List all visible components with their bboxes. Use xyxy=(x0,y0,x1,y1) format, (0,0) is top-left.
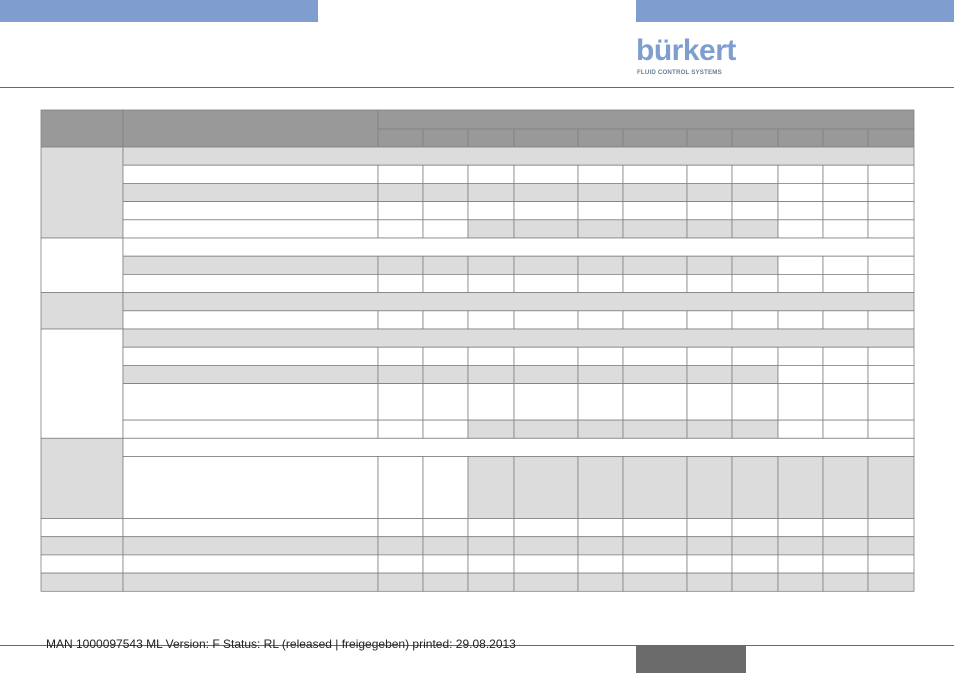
row-label-cell xyxy=(123,365,378,383)
table-cell xyxy=(732,519,778,537)
table-cell xyxy=(378,202,423,220)
table-cell xyxy=(514,555,578,573)
table-cell xyxy=(823,256,868,274)
table-cell xyxy=(732,573,778,591)
header-subcell xyxy=(468,129,514,147)
group-label-cell xyxy=(41,293,123,329)
row-label-cell xyxy=(123,220,378,238)
section-row xyxy=(123,438,914,456)
table-cell xyxy=(623,220,687,238)
table-cell xyxy=(687,555,732,573)
table-cell xyxy=(623,457,687,519)
table-cell xyxy=(687,165,732,183)
table-cell xyxy=(623,519,687,537)
table-cell xyxy=(623,274,687,292)
table-cell xyxy=(514,537,578,555)
table-cell xyxy=(823,347,868,365)
group-label-cell xyxy=(41,329,123,438)
table-cell xyxy=(687,274,732,292)
table-cell xyxy=(423,311,468,329)
table-cell xyxy=(868,183,914,201)
table-cell xyxy=(578,256,623,274)
table-cell xyxy=(378,311,423,329)
table-cell xyxy=(623,183,687,201)
table-cell xyxy=(378,519,423,537)
table-cell xyxy=(687,420,732,438)
table-cell xyxy=(423,183,468,201)
table-cell xyxy=(778,311,823,329)
table-cell xyxy=(868,311,914,329)
header-subcell xyxy=(823,129,868,147)
table-cell xyxy=(468,555,514,573)
table-cell xyxy=(868,256,914,274)
table-cell xyxy=(578,555,623,573)
table-cell xyxy=(468,573,514,591)
table-cell xyxy=(623,573,687,591)
header-subcell xyxy=(778,129,823,147)
table-cell xyxy=(823,420,868,438)
table-cell xyxy=(823,555,868,573)
table-cell xyxy=(578,384,623,421)
table-cell xyxy=(514,519,578,537)
table-cell xyxy=(468,311,514,329)
row-label-cell xyxy=(123,573,378,591)
logo-tagline: FLUID CONTROL SYSTEMS xyxy=(637,69,722,76)
table-cell xyxy=(868,573,914,591)
row-label-cell xyxy=(123,256,378,274)
table-cell xyxy=(378,274,423,292)
logo-wordmark: bürkert xyxy=(636,34,736,67)
row-label-cell xyxy=(123,384,378,421)
table-cell xyxy=(468,519,514,537)
table-cell xyxy=(423,537,468,555)
table-cell xyxy=(468,420,514,438)
group-label-cell xyxy=(41,147,123,238)
table-cell xyxy=(623,420,687,438)
table-cell xyxy=(378,165,423,183)
table-cell xyxy=(868,274,914,292)
header-cell-group xyxy=(41,110,123,147)
table-cell xyxy=(468,256,514,274)
table-cell xyxy=(468,384,514,421)
table-cell xyxy=(514,274,578,292)
table-cell xyxy=(778,573,823,591)
page-number-tab xyxy=(636,646,746,673)
table-cell xyxy=(468,202,514,220)
table-cell xyxy=(423,519,468,537)
table-cell xyxy=(868,519,914,537)
table-cell xyxy=(378,220,423,238)
table-cell xyxy=(868,365,914,383)
table-cell xyxy=(514,365,578,383)
table-cell xyxy=(578,202,623,220)
table-cell xyxy=(778,274,823,292)
table-cell xyxy=(778,519,823,537)
group-label-cell xyxy=(41,555,123,573)
table-cell xyxy=(468,537,514,555)
header-subcell xyxy=(514,129,578,147)
row-label-cell xyxy=(123,165,378,183)
table-cell xyxy=(687,573,732,591)
table-cell xyxy=(423,347,468,365)
table-cell xyxy=(623,256,687,274)
table-cell xyxy=(423,365,468,383)
table-cell xyxy=(778,202,823,220)
header-subcell xyxy=(623,129,687,147)
table-cell xyxy=(468,220,514,238)
table-cell xyxy=(378,384,423,421)
table-cell xyxy=(778,347,823,365)
table-cell xyxy=(514,420,578,438)
table-cell xyxy=(823,457,868,519)
table-cell xyxy=(778,555,823,573)
table-cell xyxy=(423,420,468,438)
table-cell xyxy=(732,274,778,292)
table-cell xyxy=(868,555,914,573)
table-cell xyxy=(468,457,514,519)
section-row xyxy=(123,147,914,165)
header-subcell xyxy=(687,129,732,147)
header-cell-span xyxy=(378,110,914,129)
table-cell xyxy=(687,519,732,537)
table-cell xyxy=(687,311,732,329)
group-label-cell xyxy=(41,519,123,537)
table-cell xyxy=(423,573,468,591)
table-cell xyxy=(514,220,578,238)
section-row xyxy=(123,329,914,347)
row-label-cell xyxy=(123,311,378,329)
table-cell xyxy=(514,457,578,519)
row-label-cell xyxy=(123,274,378,292)
table-cell xyxy=(578,220,623,238)
table-cell xyxy=(732,347,778,365)
table-cell xyxy=(823,365,868,383)
section-row xyxy=(123,293,914,311)
table-cell xyxy=(732,165,778,183)
table-cell xyxy=(778,420,823,438)
table-cell xyxy=(868,420,914,438)
table-cell xyxy=(423,457,468,519)
table-cell xyxy=(623,202,687,220)
table-cell xyxy=(578,274,623,292)
table-cell xyxy=(468,165,514,183)
table-cell xyxy=(823,165,868,183)
table-cell xyxy=(687,183,732,201)
table-cell xyxy=(514,202,578,220)
table-cell xyxy=(823,537,868,555)
table-cell xyxy=(423,202,468,220)
table-cell xyxy=(687,347,732,365)
table-cell xyxy=(378,573,423,591)
table-cell xyxy=(423,384,468,421)
table-cell xyxy=(778,457,823,519)
table-cell xyxy=(778,537,823,555)
row-label-cell xyxy=(123,420,378,438)
table-cell xyxy=(687,256,732,274)
table-cell xyxy=(732,420,778,438)
group-label-cell xyxy=(41,573,123,591)
table-cell xyxy=(623,555,687,573)
table-cell xyxy=(578,519,623,537)
table-cell xyxy=(868,202,914,220)
table-cell xyxy=(623,347,687,365)
row-label-cell xyxy=(123,347,378,365)
header-subcell xyxy=(578,129,623,147)
header-subcell xyxy=(732,129,778,147)
row-label-cell xyxy=(123,202,378,220)
table-cell xyxy=(823,573,868,591)
table-cell xyxy=(423,220,468,238)
header-subcell xyxy=(423,129,468,147)
table-cell xyxy=(423,274,468,292)
table-cell xyxy=(868,220,914,238)
table-cell xyxy=(468,365,514,383)
table-cell xyxy=(578,537,623,555)
table-cell xyxy=(823,384,868,421)
table-cell xyxy=(868,347,914,365)
header-subcell xyxy=(378,129,423,147)
table-cell xyxy=(423,256,468,274)
table-cell xyxy=(468,274,514,292)
table-cell xyxy=(378,420,423,438)
section-row xyxy=(123,238,914,256)
table-cell xyxy=(732,555,778,573)
table-cell xyxy=(687,220,732,238)
row-label-cell xyxy=(123,519,378,537)
document-status-line: MAN 1000097543 ML Version: F Status: RL (released | freigegeben) printed: 29.08.2013 xyxy=(46,637,516,651)
table-cell xyxy=(578,165,623,183)
table-cell xyxy=(378,347,423,365)
table-cell xyxy=(778,256,823,274)
table-cell xyxy=(823,220,868,238)
table-cell xyxy=(778,365,823,383)
table-cell xyxy=(514,256,578,274)
table-cell xyxy=(378,365,423,383)
table-cell xyxy=(578,457,623,519)
table-cell xyxy=(823,311,868,329)
table-cell xyxy=(687,365,732,383)
row-label-cell xyxy=(123,537,378,555)
table-cell xyxy=(732,384,778,421)
table-cell xyxy=(514,573,578,591)
table-cell xyxy=(468,183,514,201)
table-cell xyxy=(823,183,868,201)
table-cell xyxy=(687,457,732,519)
table-cell xyxy=(778,165,823,183)
table-cell xyxy=(378,537,423,555)
table-cell xyxy=(623,537,687,555)
header-subcell xyxy=(868,129,914,147)
table-cell xyxy=(514,183,578,201)
table-cell xyxy=(732,457,778,519)
group-label-cell xyxy=(41,537,123,555)
table-cell xyxy=(868,384,914,421)
table-cell xyxy=(378,183,423,201)
table-cell xyxy=(623,365,687,383)
table-cell xyxy=(732,537,778,555)
table-cell xyxy=(823,202,868,220)
table-cell xyxy=(732,202,778,220)
table-cell xyxy=(423,165,468,183)
table-cell xyxy=(578,365,623,383)
table-cell xyxy=(868,537,914,555)
table-cell xyxy=(732,311,778,329)
table-cell xyxy=(378,555,423,573)
table-cell xyxy=(623,165,687,183)
table-cell xyxy=(468,347,514,365)
table-cell xyxy=(578,420,623,438)
table-cell xyxy=(687,384,732,421)
table-cell xyxy=(514,384,578,421)
table-cell xyxy=(823,274,868,292)
table-cell xyxy=(514,165,578,183)
table-cell xyxy=(868,457,914,519)
table-cell xyxy=(578,573,623,591)
table-cell xyxy=(578,347,623,365)
table-cell xyxy=(578,311,623,329)
table-cell xyxy=(514,347,578,365)
table-cell xyxy=(578,183,623,201)
table-cell xyxy=(778,183,823,201)
table-cell xyxy=(623,311,687,329)
row-label-cell xyxy=(123,555,378,573)
table-cell xyxy=(687,202,732,220)
row-label-cell xyxy=(123,457,378,519)
table-cell xyxy=(778,384,823,421)
table-cell xyxy=(378,256,423,274)
group-label-cell xyxy=(41,438,123,518)
table-cell xyxy=(732,220,778,238)
table-cell xyxy=(732,183,778,201)
header-cell-description xyxy=(123,110,378,147)
table-cell xyxy=(732,365,778,383)
table-cell xyxy=(423,555,468,573)
table-cell xyxy=(823,519,868,537)
table-cell xyxy=(732,256,778,274)
table-cell xyxy=(778,220,823,238)
table-cell xyxy=(868,165,914,183)
table-cell xyxy=(514,311,578,329)
group-label-cell xyxy=(41,238,123,293)
row-label-cell xyxy=(123,183,378,201)
table-cell xyxy=(687,537,732,555)
table-cell xyxy=(378,457,423,519)
table-cell xyxy=(623,384,687,421)
